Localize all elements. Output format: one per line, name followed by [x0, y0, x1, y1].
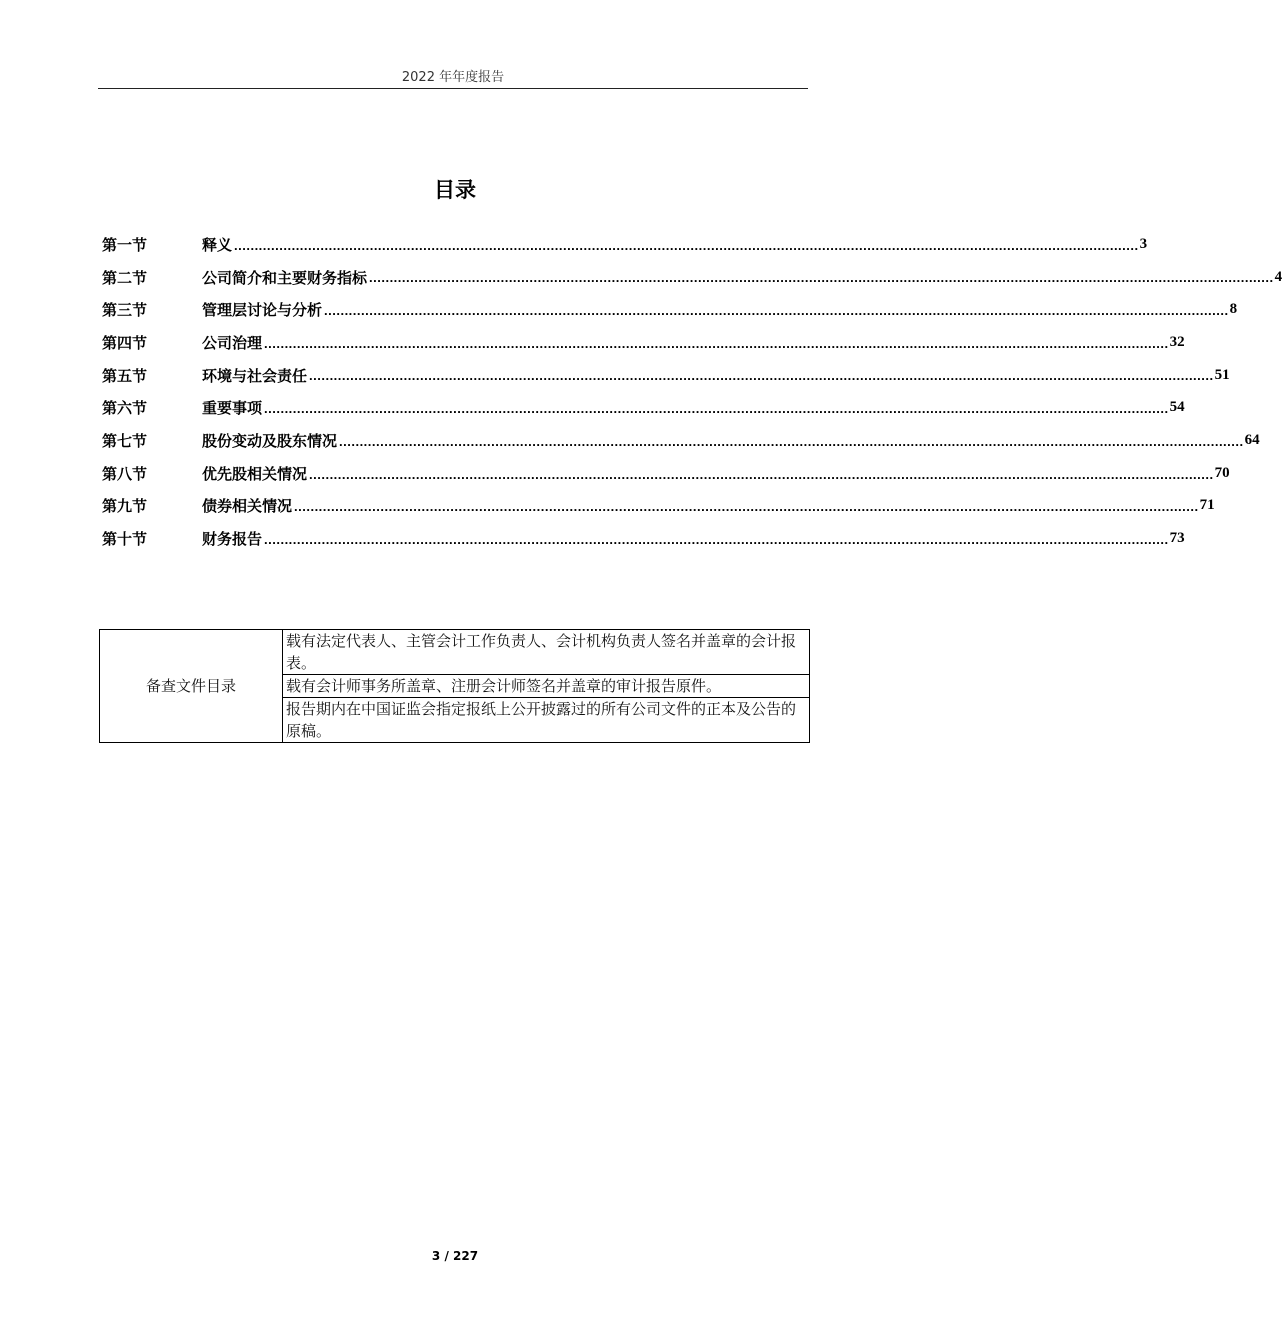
- reference-file-item: 载有会计师事务所盖章、注册会计师签名并盖章的审计报告原件。: [283, 675, 810, 698]
- toc-section-number: 第一节: [102, 235, 148, 254]
- toc-section-title: 公司治理: [202, 333, 263, 352]
- toc-entry[interactable]: [102, 261, 1282, 294]
- toc-section-title: 释义: [202, 235, 233, 254]
- toc-leader-dots: ............................................................................................................................................................................................................................: [369, 270, 1274, 286]
- table-row: [100, 630, 810, 675]
- toc-entry[interactable]: [102, 228, 1148, 261]
- toc-leader-dots: ............................................................................................................................................................................................................................: [339, 433, 1244, 449]
- toc-section-title: 公司简介和主要财务指标: [202, 268, 368, 287]
- toc-section-number: 第六节: [102, 399, 148, 418]
- toc-page-number: 51: [1214, 366, 1230, 383]
- toc-section-number: 第十节: [102, 530, 148, 549]
- toc-leader-dots: ............................................................................................................................................................................................................................: [264, 401, 1169, 417]
- reference-files-label: 备查文件目录: [100, 630, 283, 743]
- toc-leader-dots: ............................................................................................................................................................................................................................: [264, 531, 1169, 547]
- toc-page-number: 3: [1139, 235, 1148, 252]
- toc-entry[interactable]: [102, 359, 1230, 392]
- page-header: 2022 年年度报告: [401, 70, 505, 85]
- page-number: 3 / 227: [431, 1249, 479, 1263]
- toc-leader-dots: ............................................................................................................................................................................................................................: [309, 368, 1214, 384]
- toc-page-number: 4: [1274, 268, 1282, 285]
- toc-entry[interactable]: [102, 293, 1238, 326]
- toc-leader-dots: ............................................................................................................................................................................................................................: [234, 237, 1139, 253]
- toc-entry[interactable]: [102, 490, 1215, 523]
- toc-section-number: 第九节: [102, 497, 148, 516]
- toc-page-number: 70: [1214, 464, 1230, 481]
- toc-section-number: 第五节: [102, 366, 148, 385]
- toc-leader-dots: ............................................................................................................................................................................................................................: [309, 466, 1214, 482]
- toc-section-title: 环境与社会责任: [202, 366, 308, 385]
- toc-section-title: 股份变动及股东情况: [202, 431, 338, 450]
- toc-section-title: 管理层讨论与分析: [202, 301, 323, 320]
- toc-page-number: 54: [1169, 399, 1185, 416]
- toc-entry[interactable]: [102, 457, 1230, 490]
- toc-section-title: 优先股相关情况: [202, 464, 308, 483]
- toc-title: 目录: [434, 178, 476, 202]
- toc-leader-dots: ............................................................................................................................................................................................................................: [294, 499, 1199, 515]
- toc-page-number: 71: [1199, 497, 1215, 514]
- toc-entry[interactable]: [102, 391, 1185, 424]
- toc-entry[interactable]: [102, 424, 1260, 457]
- toc-section-number: 第八节: [102, 464, 148, 483]
- toc-section-title: 财务报告: [202, 530, 263, 549]
- toc-section-number: 第四节: [102, 333, 148, 352]
- toc-section-number: 第二节: [102, 268, 148, 287]
- toc-page-number: 8: [1229, 301, 1238, 318]
- toc-page-number: 32: [1169, 333, 1185, 350]
- toc-entry[interactable]: [102, 522, 1185, 555]
- toc-section-number: 第七节: [102, 431, 148, 450]
- table-of-contents: [102, 228, 1282, 555]
- toc-entry[interactable]: [102, 326, 1185, 359]
- toc-page-number: 73: [1169, 530, 1185, 547]
- header-divider: [98, 88, 808, 89]
- toc-section-title: 重要事项: [202, 399, 263, 418]
- reference-files-table: [99, 629, 810, 743]
- toc-page-number: 64: [1244, 431, 1260, 448]
- toc-section-number: 第三节: [102, 301, 148, 320]
- reference-file-item: 报告期内在中国证监会指定报纸上公开披露过的所有公司文件的正本及公告的原稿。: [283, 698, 810, 743]
- reference-file-item: 载有法定代表人、主管会计工作负责人、会计机构负责人签名并盖章的会计报表。: [283, 630, 810, 675]
- toc-leader-dots: ............................................................................................................................................................................................................................: [264, 335, 1169, 351]
- toc-section-title: 债券相关情况: [202, 497, 293, 516]
- toc-leader-dots: ............................................................................................................................................................................................................................: [324, 303, 1229, 319]
